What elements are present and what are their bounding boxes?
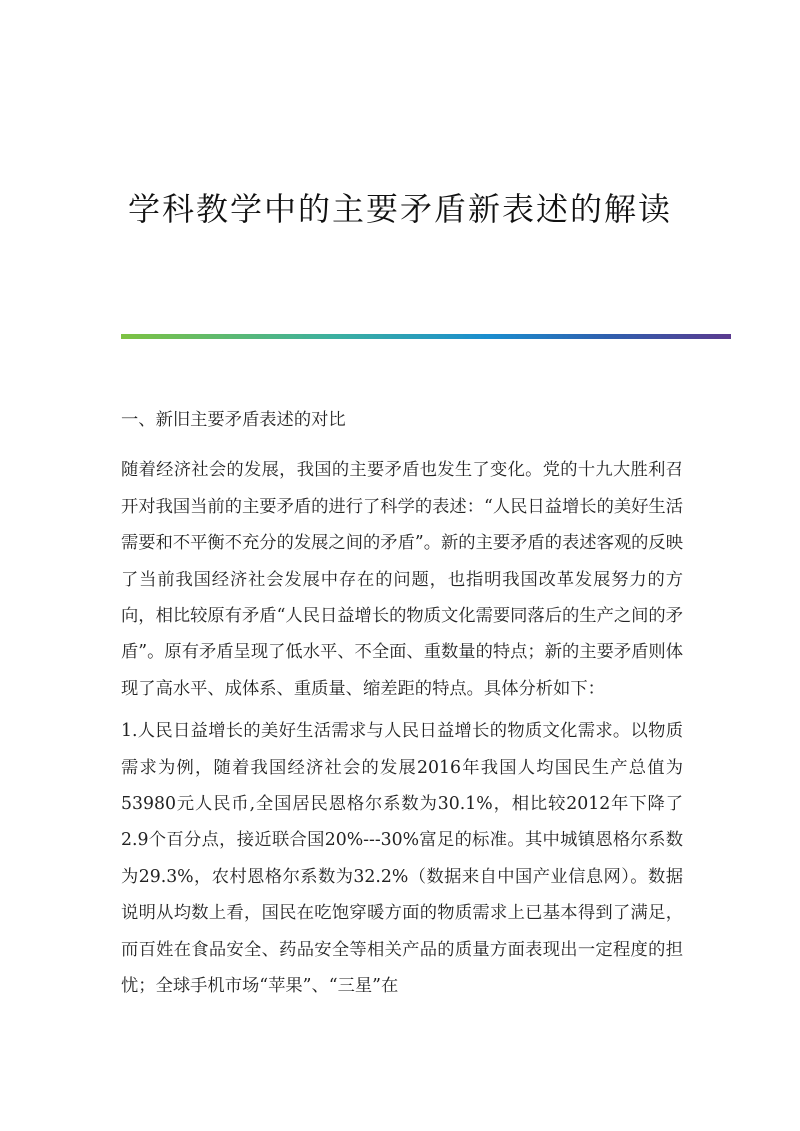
document-body [121,402,683,1011]
document-title: 学科教学中的主要矛盾新表述的解读 [127,190,672,228]
paragraph-intro: 随着经济社会的发展，我国的主要矛盾也发生了变化。党的十九大胜利召开对我国当前的主要矛盾的进行了科学的表述：“人民日益增长的美好生活需要和不平衡不充分的发展之间的矛盾”。新的主要矛盾的表述客观的反映了当前我国经济社会发展中存在的问题，也指明我国改革发展努力的方向，相比较原有矛盾“人民日益增长的物质文化需要同落后的生产之间的矛盾”。原有矛盾呈现了低水平、不全面、重数量的特点；新的主要矛盾则体现了高水平、成体系、重质量、缩差距的特点。具体分析如下： [121,460,683,699]
gradient-divider [121,334,731,339]
section-heading: 一、新旧主要矛盾表述的对比 [121,410,346,430]
paragraph-point-1: 1.人民日益增长的美好生活需求与人民日益增长的物质文化需求。以物质需求为例，随着我国经济社会的发展2016年我国人均国民生产总值为53980元人民币,全国居民恩格尔系数为30.1%，相比较2012年下降了2.9个百分点，接近联合国20%---30%富足的标准。其中城镇恩格尔系数为29.3%，农村恩格尔系数为32.2%（数据来自中国产业信息网）。数据说明从均数上看，国民在吃饱穿暖方面的物质需求上已基本得到了满足，而百姓在食品安全、药品安全等相关产品的质量方面表现出一定程度的担忧；全球手机市场“苹果”、“三星”在 [121,721,683,997]
